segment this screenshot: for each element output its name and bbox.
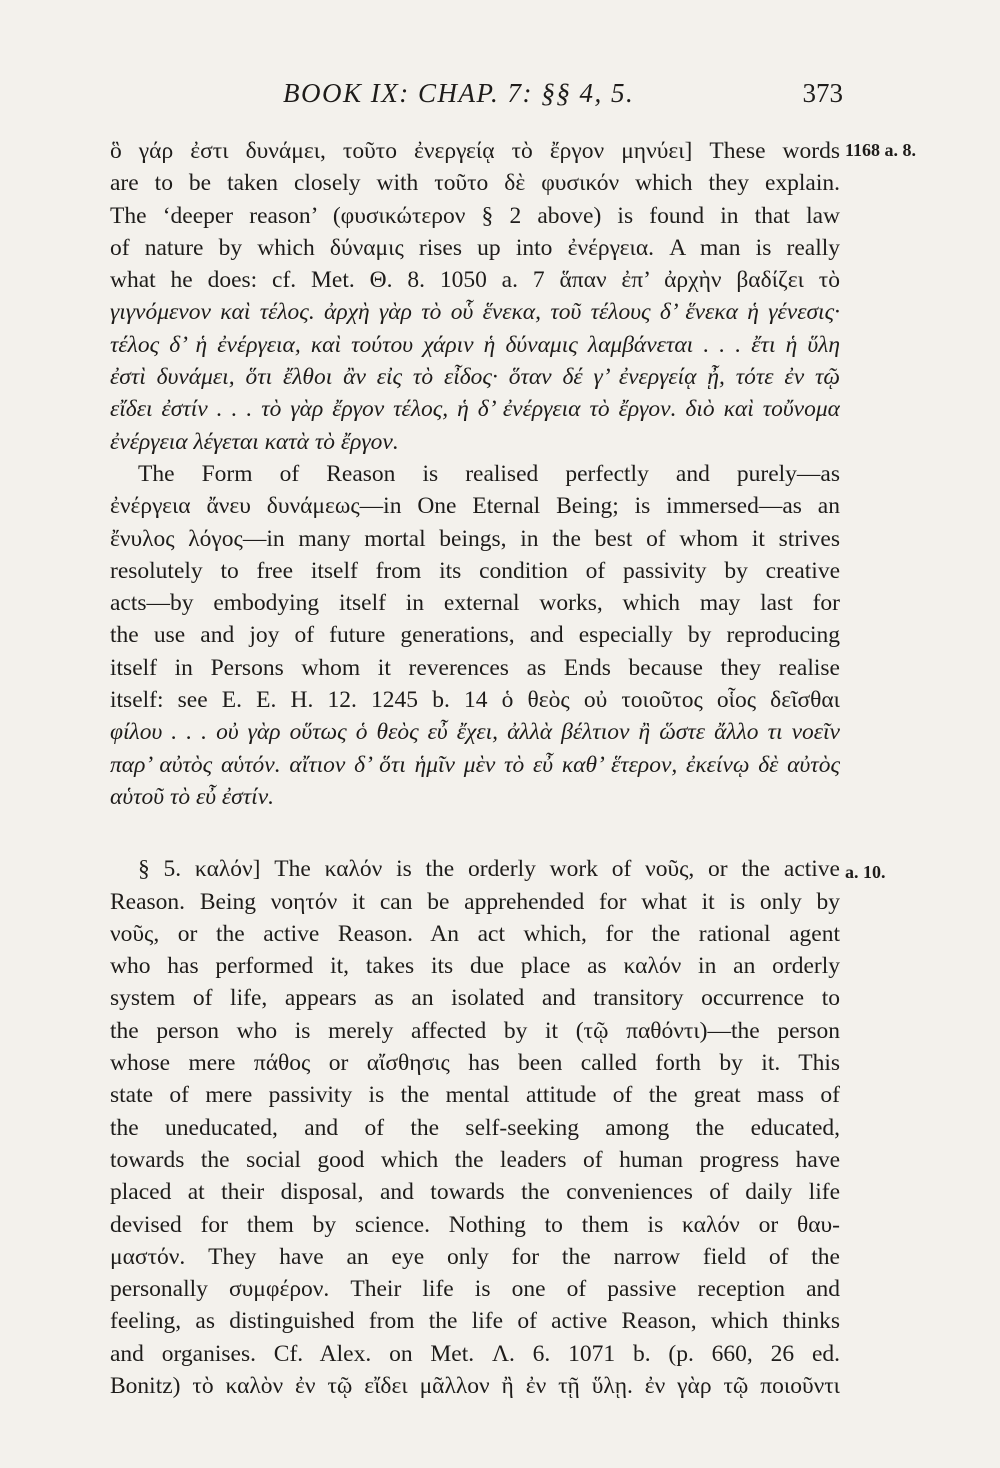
commentary-text: [110, 135, 840, 1402]
text-line: feeling, as distinguished from the life of active Reason, which thinks: [110, 1308, 840, 1335]
text-line: personally συμφέρον. Their life is one of passive reception and: [110, 1276, 840, 1303]
text-line: αὑτοῦ τὸ εὖ ἐστίν.: [110, 783, 274, 810]
page-header: [283, 78, 843, 118]
text-line: the use and joy of future generations, and especially by reproducing: [110, 622, 840, 649]
paragraph-3: [110, 853, 840, 1402]
text-line: itself: see E. E. H. 12. 1245 b. 14 ὁ θεὸς οὐ τοιοῦτος οἷος δεῖσθαι: [110, 687, 840, 714]
text-line: Bonitz) τὸ καλὸν ἐν τῷ εἴδει μᾶλλον ἢ ἐν τῇ ὕλῃ. ἐν γὰρ τῷ ποιοῦντι: [110, 1372, 840, 1399]
text-line: ὃ γάρ ἐστι δυνάμει, τοῦτο ἐνεργείᾳ τὸ ἔργον μηνύει] These words: [110, 138, 840, 164]
text-line: τέλος δ’ ἡ ἐνέργεια, καὶ τούτου χάριν ἡ δύναμις λαμβάνεται . . . ἔτι ἡ ὕλη: [110, 331, 840, 358]
text-line: παρ’ αὐτὸς αὑτόν. αἴτιον δ’ ὅτι ἡμῖν μὲν τὸ εὖ καθ’ ἕτερον, ἐκείνῳ δὲ αὐτὸς: [110, 751, 840, 778]
text-line: the uneducated, and of the self-seeking among the educated,: [110, 1114, 840, 1141]
text-line: who has performed it, takes its due place as καλόν in an orderly: [110, 953, 840, 980]
text-line: ἔνυλος λόγος—in many mortal beings, in the best of whom it strives: [110, 525, 840, 552]
text-line: of nature by which δύναμις rises up into ἐνέργεια. A man is really: [110, 234, 840, 261]
text-line: εἴδει ἐστίν . . . τὸ γὰρ ἔργον τέλος, ἡ δ’ ἐνέργεια τὸ ἔργον. διὸ καὶ τοὔνομα: [110, 396, 840, 423]
text-line: towards the social good which the leaders of human progress have: [110, 1146, 840, 1173]
page-number: 373: [802, 78, 843, 108]
text-line: ἐνέργεια λέγεται κατὰ τὸ ἔργον.: [110, 428, 399, 455]
text-line: νοῦς, or the active Reason. An act which, for the rational agent: [110, 920, 840, 947]
text-line: Reason. Being νοητόν it can be apprehended for what it is only by: [110, 888, 840, 915]
paragraph-1: [110, 135, 840, 458]
text-line: μαστόν. They have an eye only for the narrow field of the: [110, 1243, 840, 1270]
margin-reference-1: 1168 a. 8.: [845, 140, 917, 160]
text-line: resolutely to free itself from its condition of passivity by creative: [110, 557, 840, 584]
text-line: state of mere passivity is the mental attitude of the great mass of: [110, 1082, 840, 1109]
paragraph-2: [110, 458, 840, 813]
text-line: acts—by embodying itself in external works, which may last for: [110, 590, 840, 617]
paragraph-gap: [110, 813, 840, 853]
text-line: placed at their disposal, and towards the conveniences of daily life: [110, 1179, 840, 1206]
text-line: itself in Persons whom it reverences as Ends because they realise: [110, 654, 840, 681]
text-line: The Form of Reason is realised perfectly and purely—as: [138, 460, 840, 487]
text-line: φίλου . . . οὐ γὰρ οὕτως ὁ θεὸς εὖ ἔχει, ἀλλὰ βέλτιον ἢ ὥστε ἄλλο τι νοεῖν: [110, 719, 840, 746]
text-line: and organises. Cf. Alex. on Met. Λ. 6. 1071 b. (p. 660, 26 ed.: [110, 1340, 840, 1367]
text-line: the person who is merely affected by it (τῷ παθόντι)—the person: [110, 1017, 840, 1044]
text-line: devised for them by science. Nothing to them is καλόν or θαυ-: [110, 1211, 840, 1238]
text-line: whose mere πάθος or αἴσθησις has been called forth by it. This: [110, 1050, 840, 1077]
text-line: system of life, appears as an isolated and transitory occurrence to: [110, 985, 840, 1012]
text-line: ἐνέργεια ἄνευ δυνάμεως—in One Eternal Being; is immersed—as an: [110, 493, 840, 520]
text-line: are to be taken closely with τοῦτο δὲ φυσικόν which they explain.: [110, 170, 840, 197]
running-head: BOOK IX: CHAP. 7: §§ 4, 5.: [283, 78, 635, 108]
margin-reference-2: a. 10.: [845, 862, 886, 882]
text-line: γιγνόμενον καὶ τέλος. ἀρχὴ γὰρ τὸ οὗ ἕνεκα, τοῦ τέλους δ’ ἕνεκα ἡ γένεσις·: [110, 299, 840, 326]
text-line: what he does: cf. Met. Θ. 8. 1050 a. 7 ἅπαν ἐπ’ ἀρχὴν βαδίζει τὸ: [110, 267, 840, 294]
text-line: The ‘deeper reason’ (φυσικώτερον § 2 above) is found in that law: [110, 202, 840, 229]
text-line: ἐστὶ δυνάμει, ὅτι ἔλθοι ἂν εἰς τὸ εἶδος· ὅταν δέ γ’ ἐνεργείᾳ ᾖ, τότε ἐν τῷ: [110, 364, 840, 391]
text-line: § 5. καλόν] The καλόν is the orderly work of νοῦς, or the active: [138, 856, 840, 883]
